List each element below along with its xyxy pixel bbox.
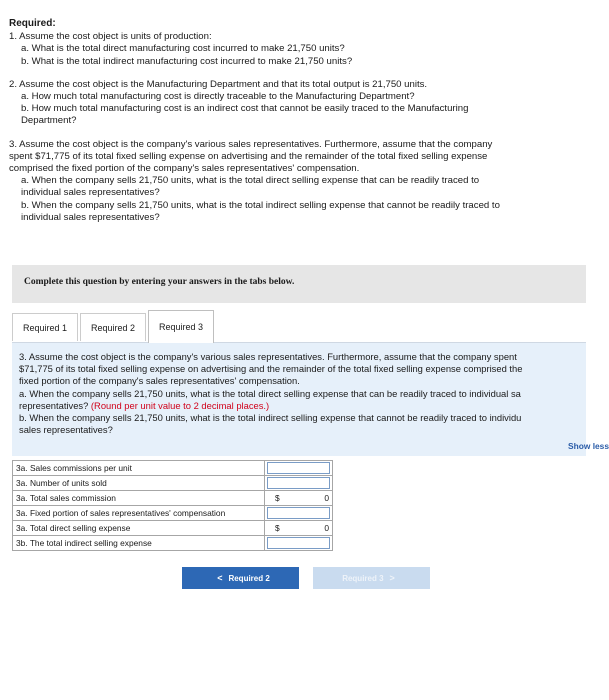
dollar-sign: $ [275,493,280,503]
total-direct-selling-cell [265,521,333,536]
panel-line7: sales representatives? [19,424,113,436]
table-row [13,476,333,491]
question-panel [12,342,586,456]
q3-b-line2: individual sales representatives? [21,211,160,223]
q3-line1: 3. Assume the cost object is the company's various sales representatives. Furthermore, assume that the company [9,138,493,150]
row-label: 3a. Number of units sold [13,476,265,491]
total-sales-commission-value: 0 [324,493,329,503]
total-indirect-selling-cell[interactable] [265,536,333,551]
panel-line5-text: representatives? [19,399,91,411]
instruction-banner [12,265,586,303]
total-direct-selling-value: 0 [324,523,329,533]
q3-b-line1: b. When the company sells 21,750 units, what is the total indirect selling expense that cannot be readily traced to [21,199,500,211]
q2-intro: 2. Assume the cost object is the Manufacturing Department and that its total output is 21,750 units. [9,78,428,90]
panel-line4: a. When the company sells 21,750 units, what is the total direct selling expense that can be readily traced to individual sa [19,387,521,399]
sales-commissions-per-unit-input[interactable] [267,462,330,474]
q3-a-line2: individual sales representatives? [21,187,160,199]
total-indirect-selling-input[interactable] [267,537,330,549]
show-less-link[interactable]: Show less [568,441,609,451]
q1-b: b. What is the total indirect manufacturing cost incurred to make 21,750 units? [21,55,353,67]
panel-line6: b. When the company sells 21,750 units, what is the total indirect selling expense that cannot be readily traced to individu [19,412,522,424]
tab-required-1[interactable]: Required 1 [12,313,78,341]
rounding-note: (Round per unit value to 2 decimal places.) [90,399,270,411]
row-label: 3a. Sales commissions per unit [13,461,265,476]
fixed-compensation-cell[interactable] [265,506,333,521]
table-row [13,536,333,551]
tab-required-3[interactable]: Required 3 [148,310,214,343]
q2-a: a. How much total manufacturing cost is directly traceable to the Manufacturing Department? [21,91,415,103]
dollar-sign: $ [275,523,280,533]
q1-intro: 1. Assume the cost object is units of production: [9,31,212,43]
row-label: 3b. The total indirect selling expense [13,536,265,551]
q2-b-line1: b. How much total manufacturing cost is an indirect cost that cannot be easily traced to the Manufacturing [21,103,469,115]
total-sales-commission-cell [265,491,333,506]
panel-line3: fixed portion of the company's sales representatives' compensation. [19,375,300,387]
row-label: 3a. Total sales commission [13,491,265,506]
q3-line2: spent $71,775 of its total fixed selling expense on advertising and the remainder of the total fixed selling expense [9,150,488,162]
table-row [13,491,333,506]
q2-b-line2: Department? [21,115,77,127]
row-label: 3a. Total direct selling expense [13,521,265,536]
fixed-compensation-input[interactable] [267,507,330,519]
row-label: 3a. Fixed portion of sales representatives' compensation [13,506,265,521]
sales-commissions-per-unit-cell[interactable] [265,461,333,476]
prev-required-2-button[interactable] [182,567,299,589]
units-sold-cell[interactable] [265,476,333,491]
panel-line5 [19,400,589,412]
chevron-left-icon: < [217,573,223,583]
panel-line2: $71,775 of its total fixed selling expense on advertising and the remainder of the total fixed selling expense comprised the [19,363,523,375]
chevron-right-icon: > [389,573,395,583]
table-row [13,521,333,536]
units-sold-input[interactable] [267,477,330,489]
q1-a: a. What is the total direct manufacturing cost incurred to make 21,750 units? [21,43,345,55]
next-required-3-button[interactable] [313,567,430,589]
panel-line1: 3. Assume the cost object is the company's various sales representatives. Furthermore, assume that the company spent [19,351,517,362]
panel-text [19,351,589,436]
table-row [13,461,333,476]
next-button-label: Required 3 [342,573,384,583]
prev-button-label: Required 2 [228,573,270,583]
q3-a-line1: a. When the company sells 21,750 units, what is the total direct selling expense that can be readily traced to [21,175,480,187]
q3-line3: comprised the fixed portion of the company's sales representatives' compensation. [9,163,360,175]
answer-table [12,460,333,551]
required-title: Required: [9,18,56,29]
tab-required-2[interactable]: Required 2 [80,313,146,341]
requirements-section [9,18,599,224]
table-row [13,506,333,521]
banner-text: Complete this question by entering your answers in the tabs below. [24,277,295,287]
